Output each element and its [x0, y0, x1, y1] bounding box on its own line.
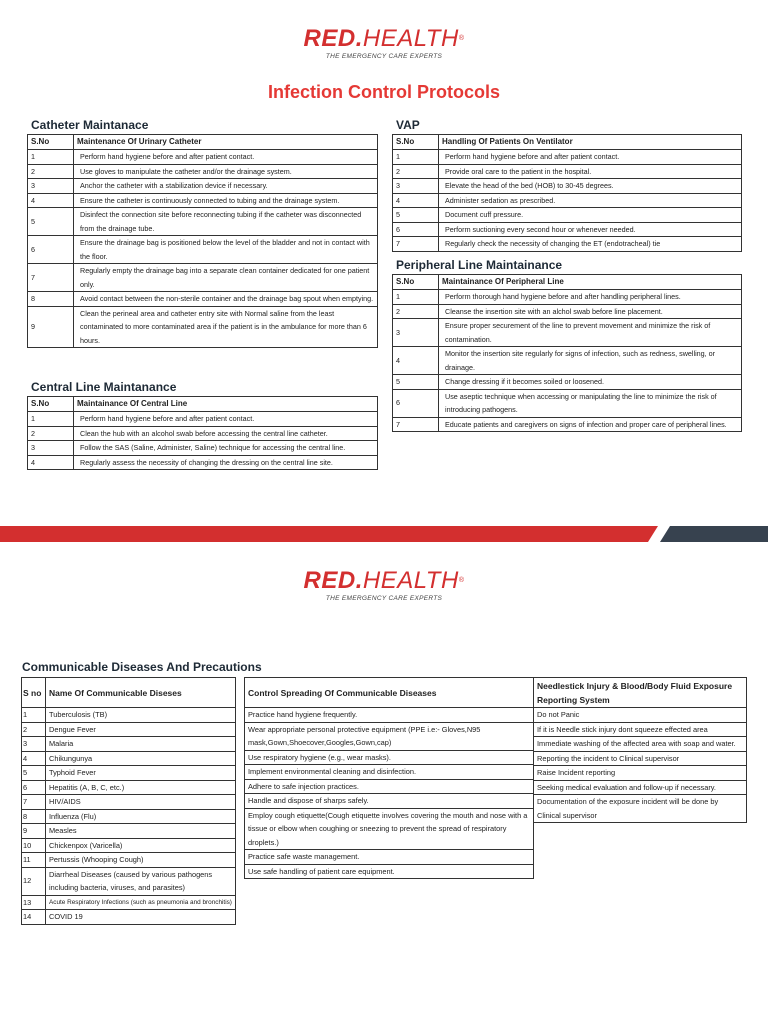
table-row [393, 389, 742, 417]
col-header: S.No [28, 135, 74, 150]
row-text: Provide oral care to the patient in the hospital. [439, 164, 742, 179]
table-row [393, 319, 742, 347]
row-number: 4 [393, 347, 439, 375]
row-number: 4 [28, 455, 74, 470]
row-text: Document cuff pressure. [439, 208, 742, 223]
table-row [22, 895, 236, 910]
page-title: Infection Control Protocols [268, 82, 500, 102]
col-header: Name Of Communicable Diseses [46, 678, 236, 708]
table-row [22, 824, 236, 839]
control-measure: Handle and dispose of sharps safely. [245, 794, 534, 809]
table-row [22, 853, 236, 868]
row-number: 12 [22, 867, 46, 895]
table-row [28, 193, 378, 208]
control-table [244, 677, 534, 879]
control-measure: Use respiratory hygiene (e.g., wear masks). [245, 750, 534, 765]
row-number: 3 [393, 319, 439, 347]
row-number: 5 [28, 208, 74, 236]
table-row [22, 867, 236, 895]
table-row [393, 179, 742, 194]
vap-heading: VAP [396, 118, 420, 132]
table-row [534, 708, 747, 723]
control-measure: Practice hand hygiene frequently. [245, 708, 534, 723]
disease-name: Chikungunya [46, 751, 236, 766]
row-number: 4 [28, 193, 74, 208]
table-row [393, 417, 742, 432]
row-number: 13 [22, 895, 46, 910]
row-text: Change dressing if it becomes soiled or loosened. [439, 375, 742, 390]
row-text: Elevate the head of the bed (HOB) to 30-45 degrees. [439, 179, 742, 194]
row-text: Cleanse the insertion site with an alchol swab before line placement. [439, 304, 742, 319]
reporting-step: Immediate washing of the affected area with soap and water. [534, 737, 747, 752]
row-text: Follow the SAS (Saline, Administer, Saline) technique for accessing the central line. [74, 441, 378, 456]
table-row [245, 708, 534, 723]
brand-tagline: THE EMERGENCY CARE EXPERTS [325, 53, 443, 60]
row-text: Regularly empty the drainage bag into a separate clean container dedicated for one patient only. [74, 264, 378, 292]
row-text: Perform thorough hand hygiene before and after handling peripheral lines. [439, 290, 742, 305]
reporting-step: Do not Panic [534, 708, 747, 723]
row-number: 2 [28, 164, 74, 179]
table-row [534, 766, 747, 781]
col-header: S.No [393, 275, 439, 290]
disease-name: Chickenpox (Varicella) [46, 838, 236, 853]
reporting-step: If it is Needle stick injury dont squeeze effected area [534, 722, 747, 737]
row-number: 5 [22, 766, 46, 781]
table-row [28, 208, 378, 236]
control-measure: Employ cough etiquette(Cough etiquette involves covering the mouth and nose with a tissue or elbow when coughing or sneezing to prevent the spread of respiratory droplets.) [245, 808, 534, 850]
row-number: 1 [22, 708, 46, 723]
disease-name: Influenza (Flu) [46, 809, 236, 824]
table-row [393, 375, 742, 390]
row-number: 6 [22, 780, 46, 795]
table-row [22, 838, 236, 853]
row-number: 7 [22, 795, 46, 810]
table-row [245, 779, 534, 794]
table-row [28, 306, 378, 348]
row-text: Avoid contact between the non-sterile container and the drainage bag spout when emptying. [74, 292, 378, 307]
table-row [534, 751, 747, 766]
row-number: 6 [28, 236, 74, 264]
row-number: 1 [393, 150, 439, 165]
row-number: 10 [22, 838, 46, 853]
col-header: Needlestick Injury & Blood/Body Fluid Exposure Reporting System [534, 678, 747, 708]
row-number: 4 [22, 751, 46, 766]
catheter-table [27, 134, 378, 348]
row-number: 3 [22, 737, 46, 752]
row-text: Regularly assess the necessity of changing the dressing on the central line site. [74, 455, 378, 470]
table-row [534, 780, 747, 795]
control-measure: Practice safe waste management. [245, 850, 534, 865]
communicable-table [21, 677, 236, 925]
col-header: Maintainance Of Central Line [74, 397, 378, 412]
row-text: Ensure the drainage bag is positioned below the level of the bladder and not in contact with the floor. [74, 236, 378, 264]
col-header: Handling Of Patients On Ventilator [439, 135, 742, 150]
table-row [28, 179, 378, 194]
page-divider [0, 526, 768, 542]
disease-name: Measles [46, 824, 236, 839]
row-text: Anchor the catheter with a stabilization device if necessary. [74, 179, 378, 194]
row-text: Monitor the insertion site regularly for signs of infection, such as redness, swelling, or drainage. [439, 347, 742, 375]
row-number: 11 [22, 853, 46, 868]
table-row [22, 780, 236, 795]
table-row [393, 304, 742, 319]
row-number: 7 [28, 264, 74, 292]
disease-name: Acute Respiratory Infections (such as pneumonia and bronchitis) [46, 895, 236, 910]
disease-name: Hepatitis (A, B, C, etc.) [46, 780, 236, 795]
table-row [22, 708, 236, 723]
table-row [393, 290, 742, 305]
table-row [22, 809, 236, 824]
row-number: 4 [393, 193, 439, 208]
row-number: 8 [22, 809, 46, 824]
row-text: Use aseptic technique when accessing or manipulating the line to minimize the risk of introducing pathogens. [439, 389, 742, 417]
disease-name: COVID 19 [46, 910, 236, 925]
row-text: Perform hand hygiene before and after patient contact. [74, 150, 378, 165]
control-measure: Adhere to safe injection practices. [245, 779, 534, 794]
row-text: Use gloves to manipulate the catheter and/or the drainage system. [74, 164, 378, 179]
row-number: 1 [28, 150, 74, 165]
table-row [393, 237, 742, 252]
table-row [245, 722, 534, 750]
table-row [393, 150, 742, 165]
row-number: 1 [28, 412, 74, 427]
row-number: 5 [393, 208, 439, 223]
peripheral-table [392, 274, 742, 432]
brand-logo [0, 26, 768, 60]
disease-name: Tuberculosis (TB) [46, 708, 236, 723]
brand-health: HEALTH [362, 25, 459, 52]
table-row [22, 795, 236, 810]
central-heading: Central Line Maintanance [31, 380, 177, 394]
table-row [245, 850, 534, 865]
table-row [245, 864, 534, 879]
reporting-step: Raise Incident reporting [534, 766, 747, 781]
catheter-heading: Catheter Maintanace [31, 118, 149, 132]
brand-health: HEALTH [362, 567, 459, 594]
communicable-heading: Communicable Diseases And Precautions [22, 660, 262, 674]
brand-logo [0, 568, 768, 602]
divider-dark [660, 526, 768, 542]
row-number: 7 [393, 237, 439, 252]
control-measure: Use safe handling of patient care equipment. [245, 864, 534, 879]
reporting-step: Seeking medical evaluation and follow-up if necessary. [534, 780, 747, 795]
table-row [28, 236, 378, 264]
col-header: Control Spreading Of Communicable Diseases [245, 678, 534, 708]
row-text: Clean the hub with an alcohol swab before accessing the central line catheter. [74, 426, 378, 441]
row-text: Clean the perineal area and catheter entry site with Normal saline from the least contaminated to more contaminated area if the patient is in the ambulance for more than 6 hours. [74, 306, 378, 348]
disease-name: HIV/AIDS [46, 795, 236, 810]
table-row [245, 794, 534, 809]
reporting-step: Reporting the incident to Clinical supervisor [534, 751, 747, 766]
brand-reg: ® [458, 35, 465, 42]
disease-name: Pertussis (Whooping Cough) [46, 853, 236, 868]
col-header: S.No [393, 135, 439, 150]
divider-red [0, 526, 658, 542]
row-number: 3 [393, 179, 439, 194]
row-number: 6 [393, 389, 439, 417]
row-number: 2 [393, 164, 439, 179]
row-text: Disinfect the connection site before reconnecting tubing if the catheter was disconnected from the drainage tube. [74, 208, 378, 236]
brand-red: RED. [303, 25, 363, 52]
table-row [28, 292, 378, 307]
brand-reg: ® [458, 577, 465, 584]
row-number: 14 [22, 910, 46, 925]
table-row [28, 150, 378, 165]
table-row [28, 426, 378, 441]
control-measure: Implement environmental cleaning and disinfection. [245, 765, 534, 780]
table-row [245, 750, 534, 765]
table-row [22, 751, 236, 766]
disease-name: Diarrheal Diseases (caused by various pathogens including bacteria, viruses, and parasites) [46, 867, 236, 895]
table-row [393, 222, 742, 237]
row-number: 7 [393, 417, 439, 432]
row-number: 9 [28, 306, 74, 348]
table-row [28, 455, 378, 470]
peripheral-heading: Peripheral Line Maintainance [396, 258, 563, 272]
row-number: 8 [28, 292, 74, 307]
needle-table [533, 677, 747, 823]
row-number: 2 [393, 304, 439, 319]
table-row [28, 164, 378, 179]
table-row [393, 193, 742, 208]
control-measure: Wear appropriate personal protective equipment (PPE i.e:- Gloves,N95 mask,Gown,Shoecover,Googles,Gown,cap) [245, 722, 534, 750]
row-text: Educate patients and caregivers on signs of infection and proper care of peripheral lines. [439, 417, 742, 432]
table-row [28, 412, 378, 427]
row-number: 2 [28, 426, 74, 441]
table-row [245, 808, 534, 850]
disease-name: Malaria [46, 737, 236, 752]
row-text: Regularly check the necessity of changing the ET (endotracheal) tie [439, 237, 742, 252]
row-number: 2 [22, 722, 46, 737]
row-text: Perform hand hygiene before and after patient contact. [439, 150, 742, 165]
brand-tagline: THE EMERGENCY CARE EXPERTS [325, 595, 443, 602]
col-header: Maintenance Of Urinary Catheter [74, 135, 378, 150]
table-row [28, 441, 378, 456]
table-row [534, 737, 747, 752]
table-row [28, 264, 378, 292]
row-number: 3 [28, 441, 74, 456]
table-row [22, 766, 236, 781]
table-row [22, 910, 236, 925]
col-header: Maintainance Of Peripheral Line [439, 275, 742, 290]
row-number: 1 [393, 290, 439, 305]
table-row [393, 208, 742, 223]
col-header: S.No [28, 397, 74, 412]
row-number: 6 [393, 222, 439, 237]
table-row [22, 737, 236, 752]
row-number: 5 [393, 375, 439, 390]
table-row [393, 347, 742, 375]
row-text: Ensure proper securement of the line to prevent movement and minimize the risk of contamination. [439, 319, 742, 347]
table-row [22, 722, 236, 737]
row-text: Administer sedation as prescribed. [439, 193, 742, 208]
brand-red: RED. [303, 567, 363, 594]
row-text: Perform hand hygiene before and after patient contact. [74, 412, 378, 427]
reporting-step: Documentation of the exposure incident will be done by Clinical supervisor [534, 795, 747, 823]
disease-name: Dengue Fever [46, 722, 236, 737]
table-row [534, 795, 747, 823]
row-text: Perform suctioning every second hour or whenever needed. [439, 222, 742, 237]
row-text: Ensure the catheter is continuously connected to tubing and the drainage system. [74, 193, 378, 208]
table-row [245, 765, 534, 780]
vap-table [392, 134, 742, 252]
disease-name: Typhoid Fever [46, 766, 236, 781]
row-number: 3 [28, 179, 74, 194]
central-table [27, 396, 378, 470]
table-row [534, 722, 747, 737]
table-row [393, 164, 742, 179]
row-number: 9 [22, 824, 46, 839]
col-header: S no [22, 678, 46, 708]
